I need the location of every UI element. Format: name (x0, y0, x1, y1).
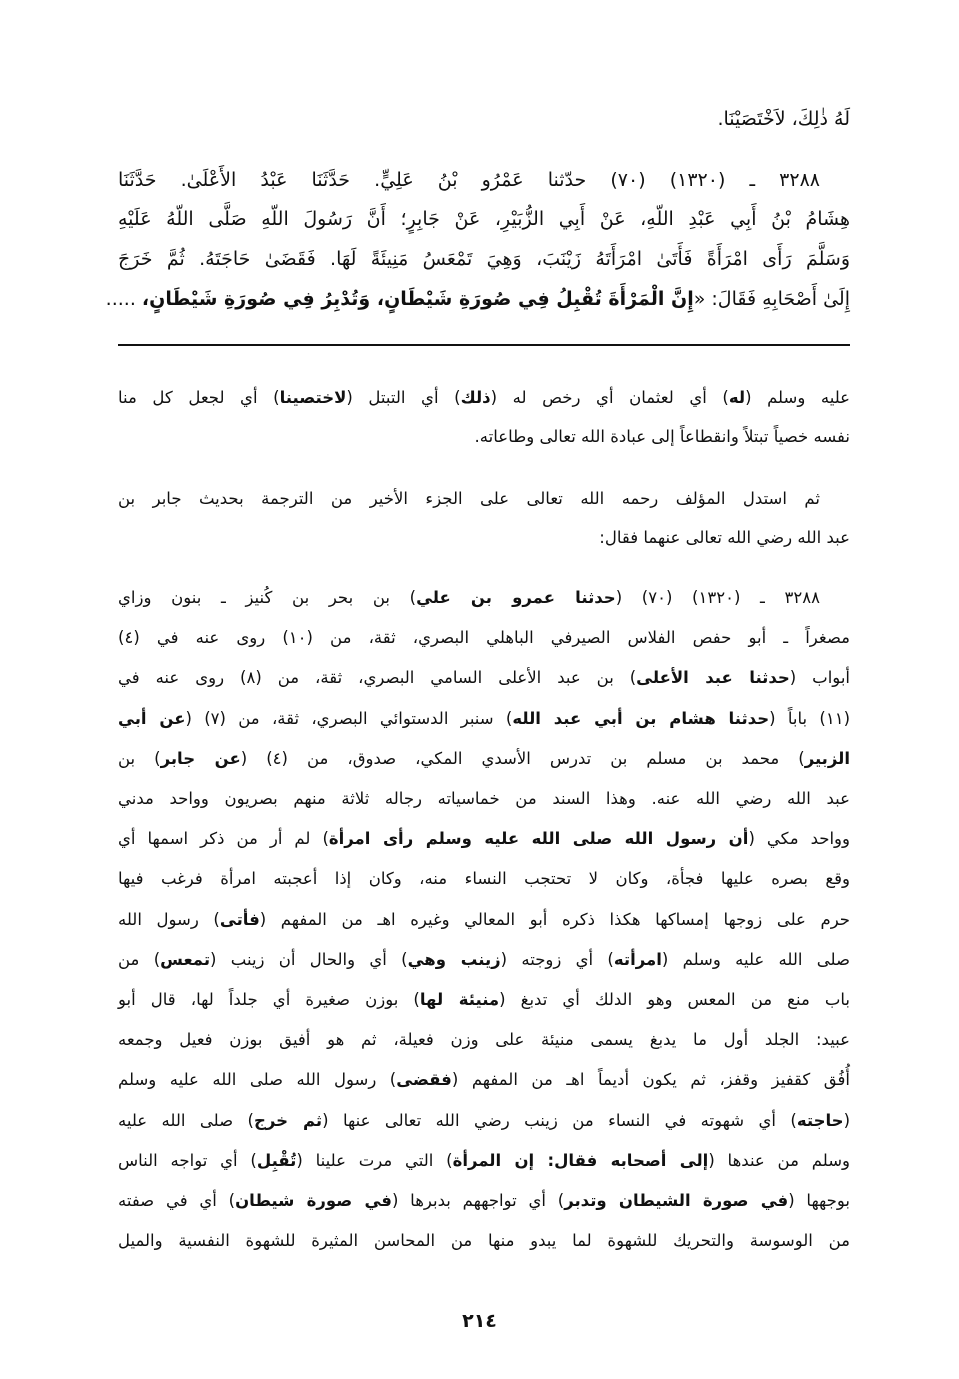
text-segment: ) بن عبد الأعلى السامي البصري، ثقة، من (٨) روى عنه في (118, 668, 637, 688)
bold-quote: حدثنا هشام بن أبي عبد الله (512, 708, 770, 728)
text-segment: ) لم أر من ذكر اسمها أي (118, 829, 329, 849)
bold-quote: له (728, 388, 746, 407)
main-line (105, 288, 850, 310)
bold-quote: تمعس (160, 949, 211, 969)
commentary-line (118, 530, 850, 547)
text-segment: أبواب ( (789, 668, 850, 688)
text-segment: وَسَلَّمَ رَأَى امْرَأَةً فَأَتَىٰ امْرَأَتَهُ زَيْنَبَ، وَهِيَ تَمْعَسُ مَنِيئَةً لَهَا. فَقَضَىٰ حَاجَتَهُ. ثُمَّ خَرَجَ (118, 248, 850, 270)
commentary-line (118, 708, 850, 728)
text-segment: ثم استدل المؤلف رحمه الله تعالى على الجزء الأخير من الترجمة بحديث جابر بن (118, 489, 820, 508)
bold-quote: في صورة شيطان (235, 1191, 392, 1210)
commentary-line (118, 1233, 850, 1250)
commentary-line (118, 992, 850, 1009)
text-segment: ) محمد بن مسلم بن تدرس الأسدي المكي، صدوق، من (٤) ( (240, 748, 805, 768)
bold-quote: عن أبي (118, 708, 186, 728)
text-segment: ٣٢٨٨ ـ (١٣٢٠) (٧٠) حدّثنا عَمْرُو بْنُ عَلِيٍّ. حَدَّثَنَا عَبْدُ الأَعْلَىٰ. حَدَّثَنَا (118, 169, 820, 191)
bold-quote: تُقْبِل (256, 1150, 297, 1170)
bold-quote: امرأته (613, 949, 662, 969)
commentary-line (118, 390, 850, 407)
commentary-line (118, 909, 851, 929)
main-line (118, 110, 850, 129)
text-segment: وقع بصره عليها فجأة، وكان لا تحتجب النساء منه، وكان إذا أعجبته امرأة فرغب فيها (118, 869, 850, 889)
text-segment: ) صلى الله عليه (118, 1110, 254, 1130)
bold-quote: ذلك (460, 388, 491, 407)
text-segment: ) بن (118, 748, 161, 768)
text-segment: ) من (118, 949, 161, 969)
commentary-line (118, 429, 850, 446)
text-segment: أُفُق كقفيز وقفز، ثم يكون أديماً اهـ من المفهم ( (451, 1070, 850, 1090)
text-segment: مصغراً ـ أبو حفص الفلاس الصيرفي الباهلي البصري، ثقة، من (١٠) روى عنه في (٤) (118, 628, 850, 648)
bold-quote: عن جابر (160, 748, 241, 768)
text-segment: إِلَىٰ أَصْحَابِهِ فَقَالَ: « (693, 288, 850, 310)
bold-quote: أن رسول الله صلى الله عليه وسلم رأى امرأة (328, 829, 749, 849)
text-segment: ( (843, 1110, 850, 1130)
bold-quote: فأتى (219, 909, 260, 929)
text-segment: حرم على زوجها إمساكها هكذا ذكره أبو المعالي وغيره اهـ من المفهم ( (259, 909, 851, 929)
commentary-line (118, 491, 850, 508)
text-segment: صلى الله عليه وسلم ( (661, 949, 850, 969)
text-segment: ) أي والحال أن زينب ( (210, 949, 408, 969)
bold-quote: فقضى (396, 1070, 452, 1090)
text-segment: وواحد مكي ( (748, 829, 850, 849)
text-segment: ) أي التبتل ( (346, 388, 461, 407)
bold-quote: في صورة الشيطان وتدبر (564, 1191, 789, 1210)
commentary-line (118, 748, 850, 768)
main-line (118, 210, 850, 229)
text-segment: باب منع من المعس وهو الدلك أي تدبغ ( (499, 990, 851, 1009)
bold-quote: ثم خرج (253, 1110, 323, 1130)
text-segment: من الوسوسة والتحريك للشهوة لما يبدو منها من المحاسن المثيرة للشهوة النفسية والميل (118, 1231, 850, 1251)
text-segment: لَهُ ذٰلِكَ، لاَخْتَصَيْنَا. (717, 108, 850, 130)
footnote-divider (118, 344, 850, 346)
text-segment: عبد الله رضي الله عنه. وهذا السند من خماسياته رجاله ثلاثة منهم بصريون وواحد مدني (118, 789, 850, 808)
main-line (118, 171, 850, 190)
commentary-line (118, 1072, 850, 1089)
text-segment: بوجهها ( (788, 1191, 850, 1210)
text-segment: ) بن بحر بن كُنيز ـ بنون وزاي (118, 588, 417, 607)
bold-quote: إلى أصحابه فقال: إن المرأة (452, 1150, 709, 1170)
bold-quote: إِنَّ الْمَرْأَةَ تُقْبِلُ فِي صُورَةِ شَيْطَانٍ، وَتُدْبِرُ فِي صُورَةِ شَيْطَانٍ، (141, 288, 694, 310)
text-segment: ) أي لجعل كل منا (118, 388, 280, 407)
text-segment: (١١) باباً ( (769, 708, 850, 728)
text-segment: نفسه خصياً تبتلاً وانقطاعاً إلى عبادة الله تعالى وطاعاته. (474, 427, 850, 446)
text-segment: وسلم من عندها ( (708, 1150, 850, 1170)
commentary-line (118, 670, 850, 687)
commentary-line (118, 791, 850, 808)
bold-quote: لاختصينا (279, 388, 347, 407)
commentary-line (118, 949, 850, 969)
main-line (118, 250, 850, 269)
text-segment: ) أي شهوته في النساء من زينب رضي الله تعالى عنها ( (322, 1110, 797, 1130)
commentary-line (118, 1193, 850, 1210)
text-segment: هِشَامُ بْنُ أَبِي عَبْدِ اللّهِ، عَنْ أَبِي الزُّبَيْرِ، عَنْ جَابِرٍ؛ أَنَّ رَسُولَ اللّهِ صَلَّى اللّهُ عَلَيْهِ (118, 208, 850, 230)
bold-quote: الزبير (804, 748, 850, 768)
commentary-line (118, 1032, 850, 1049)
text-segment: ) التي مرت علينا ( (296, 1150, 453, 1170)
commentary-line (118, 831, 850, 848)
text-segment: ) رسول الله (118, 909, 220, 929)
text-segment: ) سنبر الدستوائي البصري، ثقة، من (٧) ( (185, 708, 513, 728)
bold-quote: زينب وهي (407, 949, 501, 969)
text-segment: عليه وسلم ( (745, 388, 851, 407)
bold-quote: حدثنا عبد الأعلى (636, 668, 790, 688)
bold-quote: منيئة لها (419, 990, 500, 1009)
text-segment: ) أي في صفته (118, 1191, 236, 1210)
commentary-line (118, 871, 850, 888)
text-segment: ) أي زوجته ( (500, 949, 614, 969)
text-segment: ) رسول الله صلى الله عليه وسلم (118, 1070, 397, 1090)
text-segment: ) أي لعثمان أي رخص له ( (490, 388, 729, 407)
text-segment: ٣٢٨٨ ـ (١٣٢٠) (٧٠) ( (615, 588, 820, 607)
text-segment: ) بوزن صغيرة أي جلداً لها، قال أبو (118, 990, 420, 1009)
commentary-line (118, 1110, 850, 1130)
text-segment: ..... (105, 288, 142, 310)
commentary-line (118, 590, 850, 607)
bold-quote: حدثنا عمرو بن علي (416, 588, 616, 607)
commentary-line (118, 1150, 850, 1170)
text-segment: عبيد: الجلد أول ما يدبغ يسمى منيئة على وزن فعيلة، ثم هو أفيق بوزن فعيل وجمعه (118, 1030, 850, 1050)
page-number: ٢١٤ (462, 1310, 497, 1332)
text-segment: ) أي تواجههم بدبرها ( (391, 1191, 565, 1210)
text-segment: ) أي تواجه الناس (118, 1150, 257, 1170)
text-segment: عبد الله رضي الله تعالى عنهما فقال: (599, 528, 850, 547)
bold-quote: حاجته (796, 1110, 844, 1130)
commentary-line (118, 630, 850, 647)
